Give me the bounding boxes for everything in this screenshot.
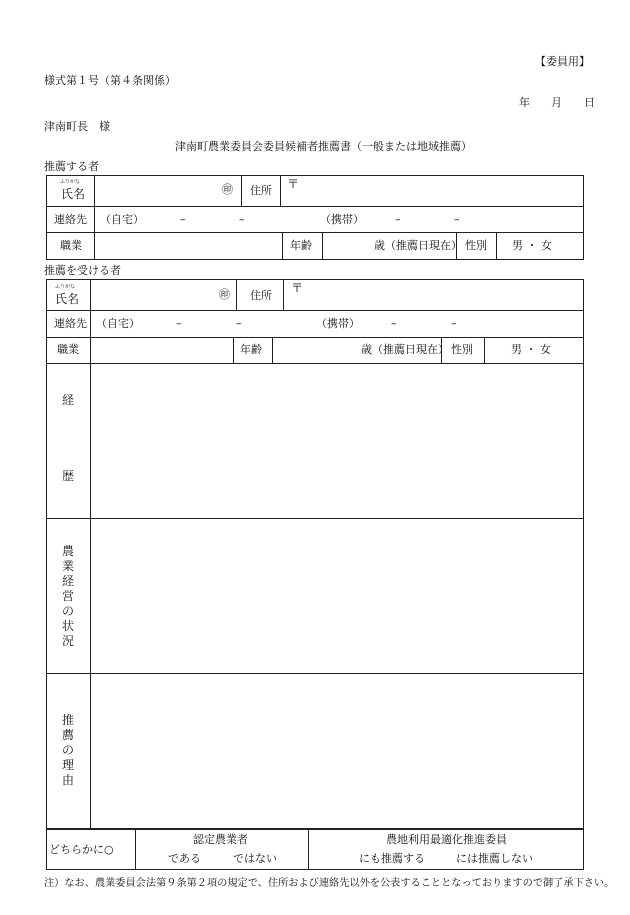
- recommender-mobile-dash-1: –: [395, 213, 401, 226]
- candidate-gender-options[interactable]: 男 ・ 女: [511, 343, 551, 356]
- recommender-home-dash-1: –: [180, 213, 186, 226]
- candidate-name-field[interactable]: [92, 282, 212, 307]
- history-label: 経 歴: [61, 393, 74, 483]
- recommender-gender-options[interactable]: 男 ・ 女: [512, 239, 552, 252]
- date-day: 日: [584, 96, 595, 109]
- history-field[interactable]: [92, 365, 582, 516]
- recommender-age-label: 年齢: [290, 239, 312, 252]
- recommender-gender-label: 性別: [465, 239, 487, 252]
- candidate-name-label: 氏名: [55, 292, 80, 306]
- recommender-postal-mark: 〒: [287, 177, 300, 191]
- candidate-age-label: 年齢: [240, 343, 262, 356]
- recommender-occupation-label: 職業: [60, 239, 82, 252]
- reason-field[interactable]: [92, 675, 582, 827]
- candidate-mobile-dash-1: –: [391, 317, 397, 330]
- not-recommend-option[interactable]: には推薦しない: [456, 852, 533, 865]
- candidate-occupation-field[interactable]: [92, 339, 231, 361]
- recommender-mobile-label: （携帯）: [320, 213, 364, 226]
- candidate-furigana: ふりがな: [55, 284, 76, 290]
- farm-status-field[interactable]: [92, 520, 582, 671]
- recommender-address-label: 住所: [250, 184, 272, 197]
- recommender-home-dash-2: –: [239, 213, 245, 226]
- recommender-contact-label: 連絡先: [54, 213, 87, 226]
- candidate-gender-label: 性別: [451, 343, 473, 356]
- recommender-section-label: 推薦する者: [44, 160, 99, 173]
- date-year: 年: [519, 96, 530, 109]
- farm-status-label: 農 業 経 営 の 状 況: [61, 544, 74, 648]
- candidate-address-field[interactable]: [304, 282, 582, 308]
- addressee: 津南町長 様: [44, 120, 110, 133]
- recommender-address-field[interactable]: [300, 178, 582, 204]
- candidate-mobile-dash-2: –: [451, 317, 457, 330]
- recommender-furigana: ふりがな: [60, 179, 81, 185]
- candidate-section-label: 推薦を受ける者: [44, 264, 121, 277]
- form-number: 様式第１号（第４条関係）: [44, 74, 176, 87]
- recommender-age-note: 歳（推薦日現在）: [374, 239, 462, 252]
- date-month: 月: [551, 96, 562, 109]
- recommender-name-label: 氏名: [61, 187, 86, 201]
- recommender-seal: ㊞: [222, 183, 233, 196]
- candidate-mobile-label: （携帯）: [316, 317, 360, 330]
- candidate-occupation-label: 職業: [57, 343, 79, 356]
- certified-farmer-label: 認定農業者: [193, 833, 248, 846]
- certified-is-option[interactable]: である: [168, 852, 201, 865]
- candidate-home-dash-1: –: [176, 317, 182, 330]
- candidate-contact-label: 連絡先: [54, 317, 87, 330]
- publication-note: 注）なお、農業委員会法第９条第２項の規定で、住所および連絡先以外を公表することとなっておりますので御了承下さい。: [44, 878, 615, 889]
- reason-label: 推 薦 の 理 由: [61, 713, 74, 787]
- optimization-member-label: 農地利用最適化推進委員: [386, 833, 507, 846]
- candidate-age-note: 歳（推薦日現在）: [361, 343, 449, 356]
- candidate-home-label: （自宅）: [96, 317, 140, 330]
- recommender-mobile-dash-2: –: [454, 213, 460, 226]
- choice-label: どちらかに○: [49, 843, 114, 856]
- recommender-home-label: （自宅）: [100, 213, 144, 226]
- candidate-postal-mark: 〒: [291, 281, 304, 295]
- document-title: 津南町農業委員会委員候補者推薦書（一般または地域推薦）: [175, 140, 472, 153]
- candidate-seal: ㊞: [219, 288, 230, 301]
- certified-is-not-option[interactable]: ではない: [233, 852, 277, 865]
- also-recommend-option[interactable]: にも推薦する: [359, 852, 425, 865]
- usage-label: 【委員用】: [535, 55, 590, 68]
- recommender-occupation-field[interactable]: [96, 234, 280, 258]
- recommender-name-field[interactable]: [96, 178, 214, 202]
- candidate-address-label: 住所: [250, 289, 272, 302]
- candidate-home-dash-2: –: [236, 317, 242, 330]
